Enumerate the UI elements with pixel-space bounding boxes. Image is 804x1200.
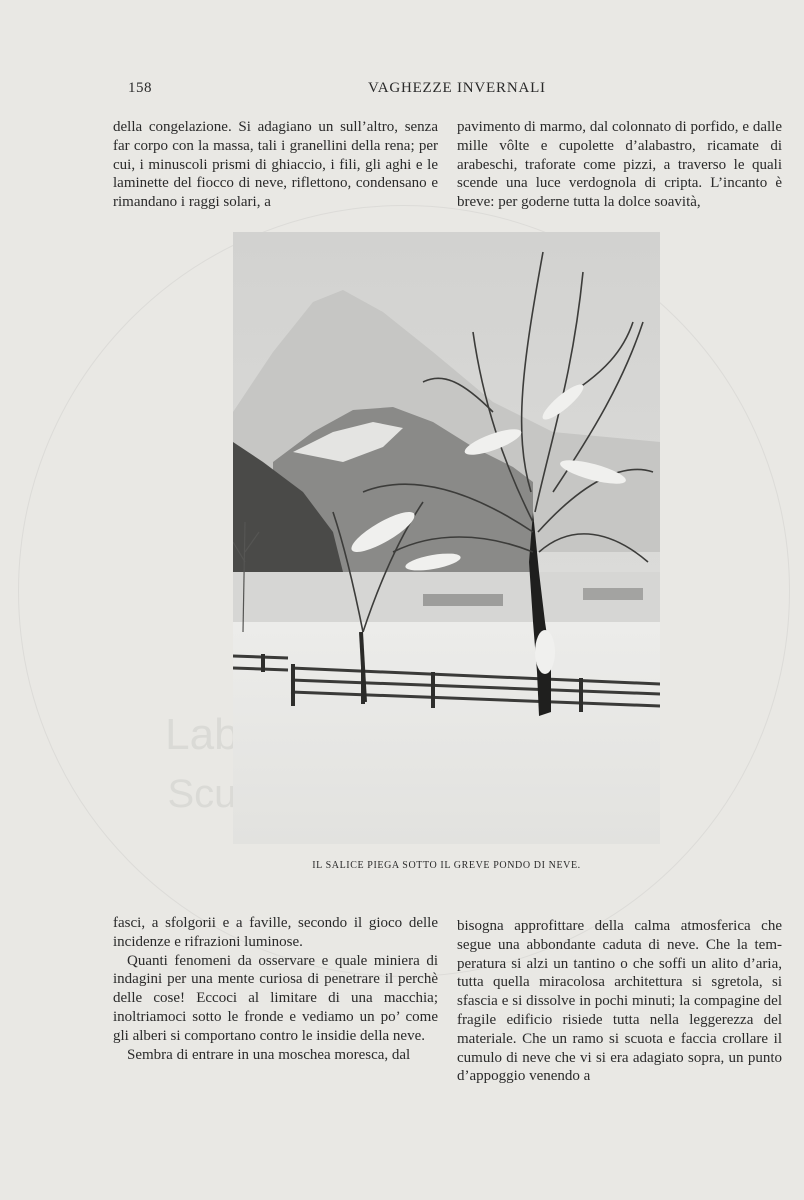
snow-willow-photograph bbox=[233, 232, 660, 844]
text-column-top-right bbox=[457, 118, 782, 212]
text-column-bottom-right bbox=[457, 917, 782, 1086]
paragraph: Sembra di entrare in una moschea moresca, dal bbox=[127, 1046, 411, 1063]
paragraph: Quanti fenomeni da osservare e quale miniera di indagini per una mente curiosa di penetrare il perchè delle cose! Eccoci al limitare di una macchia; inoltriamoci sotto le fronde e vediamo un po’ come gli alberi si comportano contro le insidie della neve. bbox=[113, 952, 438, 1044]
running-title: VAGHEZZE INVERNALI bbox=[368, 80, 546, 96]
page-header bbox=[128, 80, 780, 100]
paragraph: fasci, a sfolgorii e a faville, secondo il gioco delle incidenze e rifrazioni luminose. bbox=[113, 915, 438, 950]
page-number: 158 bbox=[128, 80, 152, 96]
text-column-top-left bbox=[113, 118, 438, 212]
paragraph: pavimento di marmo, dal colonnato di porfido, e dalle mille vôlte e cupolette d’alabastro, ricamate di arabeschi, traforate come pizzi, a traverso le quali scende una luce verdognola di cripta. L’incanto è breve: per goderne tutta la dolce soavità, bbox=[457, 119, 782, 211]
paragraph: della congelazione. Si adagiano un sull’altro, senza far corpo con la massa, tali i granellini della rena; per cui, i minuscoli prismi di ghiaccio, i fili, gli aghi e le laminette del fiocco di neve, riflettono, condensano e rimandano i raggi solari, a bbox=[113, 119, 438, 211]
paragraph: bisogna approfittare della calma atmosferica che segue una abbondante caduta di neve. Che la temperatura si alzi un tantino o che soffi un alito d’aria, tutta quella miracolosa architettura si sgretola, si sfascia e si dissolve in pochi minuti; la compagine del fragile edificio risiede tutta nella leggerezza del materiale. Che un ramo si scuota e faccia crollare il cumulo di neve che vi si era adagiato sopra, un punto d’appoggio venendo a bbox=[457, 918, 782, 1085]
photo-caption: IL SALICE PIEGA SOTTO IL GREVE PONDO DI NEVE. bbox=[312, 860, 581, 871]
text-column-bottom-left bbox=[113, 914, 438, 1064]
watermark-line-2: Scuola bbox=[167, 772, 290, 816]
